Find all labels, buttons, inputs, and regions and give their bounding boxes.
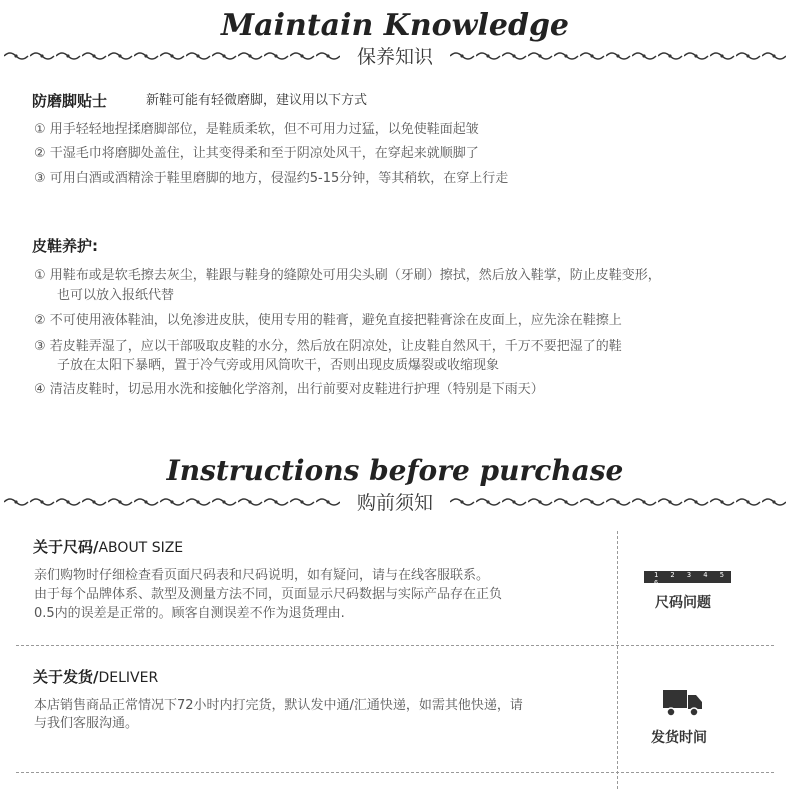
column-divider xyxy=(617,531,618,789)
care-item: ④ 清洁皮鞋时，切忌用水洗和接触化学溶剂，出行前要对皮鞋进行护理（特别是下雨天） xyxy=(34,382,544,397)
section1-title: Maintain Knowledge xyxy=(220,8,570,43)
row-divider xyxy=(16,645,774,646)
size-heading-en: ABOUT SIZE xyxy=(98,540,184,556)
anti-wear-item: ② 干湿毛巾将磨脚处盖住，让其变得柔和至于阴凉处风干，在穿起来就顺脚了 xyxy=(34,146,479,161)
section1-subtitle: 保养知识 xyxy=(356,46,433,68)
ruler-icon xyxy=(644,571,731,587)
anti-wear-item: ③ 可用白酒或酒精涂于鞋里磨脚的地方，侵湿约5-15分钟，等其稍软，在穿上行走 xyxy=(34,171,509,186)
size-line: 亲们购物时仔细检查看页面尺码表和尺码说明，如有疑问，请与在线客服联系。 xyxy=(34,568,490,583)
section2-title: Instructions before purchase xyxy=(166,454,624,487)
size-icon-label: 尺码问题 xyxy=(655,595,711,611)
swirl-divider-right xyxy=(450,495,786,509)
size-heading-cn: 关于尺码/ xyxy=(33,538,99,556)
deliver-icon-label: 发货时间 xyxy=(651,730,707,746)
deliver-line: 本店销售商品正常情况下72小时内打完货，默认发中通/汇通快递，如需其他快递，请 xyxy=(34,698,523,713)
anti-wear-item: ① 用手轻轻地捏揉磨脚部位，是鞋质柔软，但不可用力过猛，以免使鞋面起皱 xyxy=(34,122,479,137)
care-item: ① 用鞋布或是软毛擦去灰尘，鞋跟与鞋身的缝隙处可用尖头刷（牙刷）擦拭，然后放入鞋掌，防止皮鞋变形， xyxy=(34,268,661,283)
deliver-line: 与我们客服沟通。 xyxy=(34,716,139,731)
care-item-continued: 也可以放入报纸代替 xyxy=(57,288,175,303)
swirl-divider-left xyxy=(4,49,340,63)
care-item-continued: 子放在太阳下暴晒，置于冷气旁或用风筒吹干，否则出现皮质爆裂或收缩现象 xyxy=(57,358,500,373)
swirl-divider-right xyxy=(450,49,786,63)
truck-icon xyxy=(663,688,703,718)
ruler-numbers: 1 2 3 4 5 6 xyxy=(654,571,728,587)
anti-wear-intro: 新鞋可能有轻微磨脚，建议用以下方式 xyxy=(146,93,368,108)
section2-subtitle: 购前须知 xyxy=(356,492,433,514)
swirl-divider-left xyxy=(4,495,340,509)
anti-wear-heading: 防磨脚贴士 xyxy=(32,92,108,110)
size-heading xyxy=(33,536,183,557)
care-heading: 皮鞋养护: xyxy=(32,237,98,255)
deliver-heading-cn: 关于发货/ xyxy=(33,668,99,686)
size-line: 0.5内的误差是正常的。顾客自测误差不作为退货理由. xyxy=(34,606,345,621)
row-divider xyxy=(16,772,774,773)
deliver-heading-en: DELIVER xyxy=(98,670,159,686)
care-item: ② 不可使用液体鞋油，以免渗进皮肤，使用专用的鞋膏，避免直接把鞋膏涂在皮面上，应先涂在鞋擦上 xyxy=(34,313,622,328)
size-line: 由于每个品牌体系、款型及测量方法不同，页面显示尺码数据与实际产品存在正负 xyxy=(34,587,503,602)
deliver-heading xyxy=(33,666,158,687)
care-item: ③ 若皮鞋弄湿了，应以干部吸取皮鞋的水分，然后放在阴凉处，让皮鞋自然风干，千万不要把湿了的鞋 xyxy=(34,339,622,354)
